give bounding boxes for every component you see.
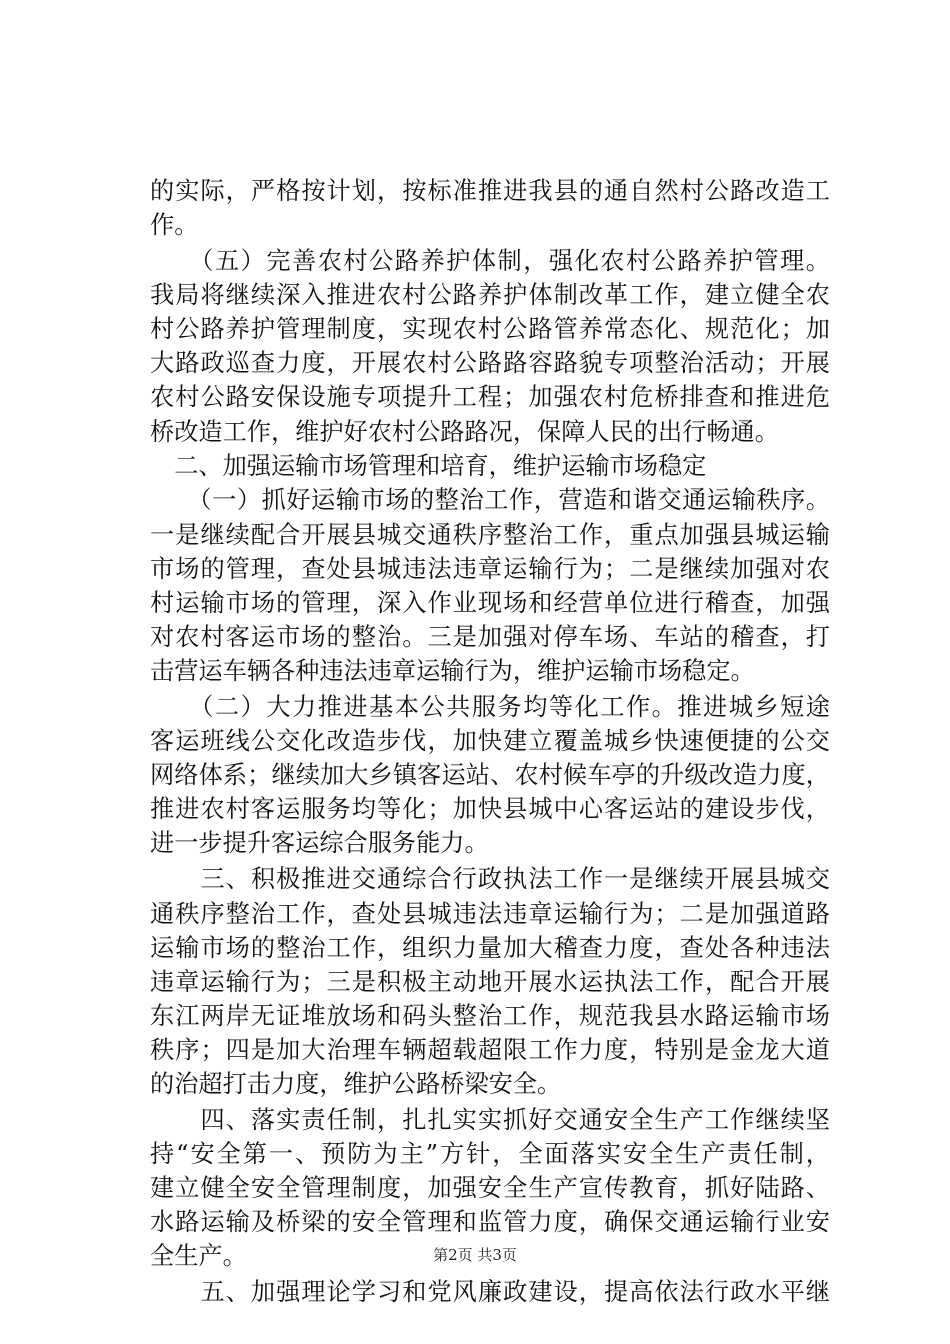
text-line: 三、积极推进交通综合行政执法工作一是继续开展县城交: [150, 865, 830, 893]
text-line: 运输市场的整治工作，组织力量加大稽查力度，查处各种违法: [150, 934, 830, 962]
text-line: （二）大力推进基本公共服务均等化工作。推进城乡短途: [150, 693, 830, 721]
text-line: 违章运输行为；三是积极主动地开展水运执法工作，配合开展: [150, 968, 830, 996]
text-line: 客运班线公交化改造步伐，加快建立覆盖城乡快速便捷的公交: [150, 727, 830, 755]
text-line: 市场的管理，查处县城违法违章运输行为；二是继续加强对农: [150, 555, 830, 583]
text-line: 水路运输及桥梁的安全管理和监管力度，确保交通运输行业安: [150, 1208, 830, 1236]
text-line: 对农村客运市场的整治。三是加强对停车场、车站的稽查，打: [150, 623, 830, 651]
text-line: 农村公路安保设施专项提升工程；加强农村危桥排查和推进危: [150, 383, 830, 411]
text-line: 大路政巡查力度，开展农村公路路容路貌专项整治活动；开展: [150, 349, 830, 377]
text-line: 秩序；四是加大治理车辆超载超限工作力度，特别是金龙大道: [150, 1036, 830, 1064]
text-line: 网络体系；继续加大乡镇客运站、农村候车亭的升级改造力度，: [150, 761, 830, 789]
page-footer: 第2页 共3页: [433, 1246, 517, 1264]
text-line: 推进农村客运服务均等化；加快县城中心客运站的建设步伐，: [150, 795, 830, 823]
text-line: （五）完善农村公路养护体制，强化农村公路养护管理。: [150, 247, 830, 275]
text-line: （一）抓好运输市场的整治工作，营造和谐交通运输秩序。: [150, 486, 830, 514]
text-line: 全生产。: [150, 1242, 247, 1270]
text-line: 的实际，严格按计划，按标准推进我县的通自然村公路改造工: [150, 177, 830, 205]
text-line: 的治超打击力度，维护公路桥梁安全。: [150, 1070, 562, 1098]
text-line: 东江两岸无证堆放场和码头整治工作，规范我县水路运输市场: [150, 1002, 830, 1030]
section-heading: 二、加强运输市场管理和培育，维护运输市场稳定: [150, 452, 707, 480]
text-line: 持“安全第一、预防为主”方针，全面落实安全生产责任制，: [150, 1140, 830, 1168]
text-line: 四、落实责任制，扎扎实实抓好交通安全生产工作继续坚: [150, 1106, 830, 1134]
text-line: 村公路养护管理制度，实现农村公路管养常态化、规范化；加: [150, 315, 830, 343]
text-line: 击营运车辆各种违法违章运输行为，维护运输市场稳定。: [150, 657, 755, 685]
text-line: 通秩序整治工作，查处县城违法违章运输行为；二是加强道路: [150, 900, 830, 928]
text-line: 一是继续配合开展县城交通秩序整治工作，重点加强县城运输: [150, 521, 830, 549]
text-line: 村运输市场的管理，深入作业现场和经营单位进行稽查，加强: [150, 589, 830, 617]
text-line: 五、加强理论学习和党风廉政建设，提高依法行政水平继: [150, 1278, 830, 1306]
text-line: 进一步提升客运综合服务能力。: [150, 829, 489, 857]
text-line: 作。: [150, 211, 199, 239]
text-line: 桥改造工作，维护好农村公路路况，保障人民的出行畅通。: [150, 418, 779, 446]
text-line: 建立健全安全管理制度，加强安全生产宣传教育，抓好陆路、: [150, 1174, 830, 1202]
text-line: 我局将继续深入推进农村公路养护体制改革工作，建立健全农: [150, 281, 830, 309]
